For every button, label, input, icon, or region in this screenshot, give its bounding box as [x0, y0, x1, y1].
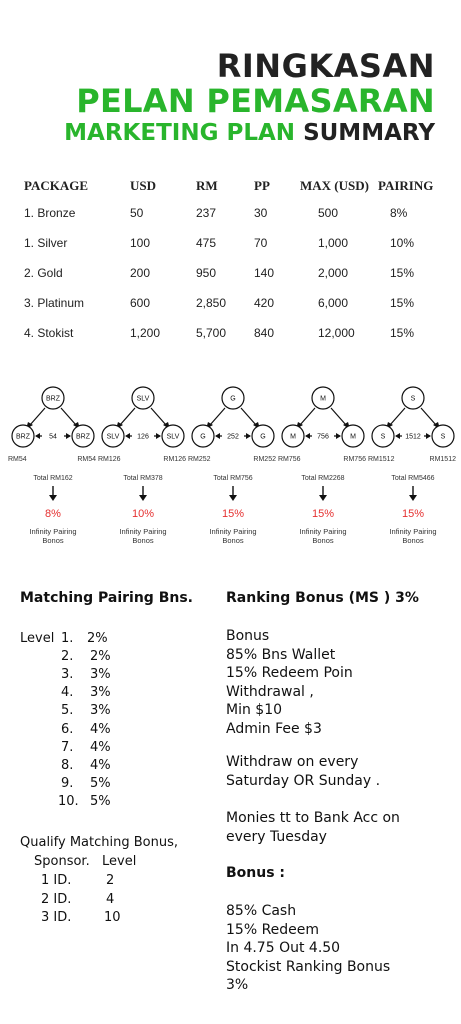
level-number: 3. — [61, 667, 74, 683]
level-number: 5. — [61, 703, 74, 719]
total-label: Total RM162 — [33, 475, 73, 482]
infinity-note-line2: Bonos — [312, 536, 334, 545]
title-line-1: RINGKASAN — [216, 47, 435, 85]
pair-value: 54 — [49, 433, 57, 441]
tree-link-right — [421, 408, 436, 425]
qualify-title: Qualify Matching Bonus, — [20, 835, 178, 850]
qualify-level: 2 — [106, 873, 115, 888]
total-label: Total RM2268 — [301, 475, 345, 482]
pairing-percent: 15% — [311, 508, 335, 520]
ranking-line: Bonus — [226, 628, 270, 644]
arrow-down-icon — [408, 486, 418, 502]
col-package: PACKAGE — [24, 178, 89, 193]
tree-link-right — [151, 408, 166, 425]
rm-right-label: RM252 — [253, 456, 276, 463]
infinity-note — [188, 527, 278, 545]
pair-arrow-left-icon — [215, 433, 220, 439]
table-cell: 4. Stokist — [24, 326, 74, 340]
level-number: 6. — [61, 721, 74, 737]
ranking-line: Saturday OR Sunday . — [226, 772, 381, 789]
arrow-down-icon — [138, 486, 148, 502]
infinity-note-line1: Infinity Pairing — [389, 527, 437, 536]
level-number: 1. — [61, 631, 74, 646]
ranking-line: 3% — [226, 977, 249, 994]
left-node-label: S — [380, 433, 386, 441]
binary-plans — [0, 380, 461, 555]
table-row — [14, 228, 438, 258]
level-number: 10. — [58, 793, 79, 809]
pair-arrow-right-icon — [426, 433, 431, 439]
level-number: 4. — [61, 685, 74, 701]
table-cell: 10% — [390, 236, 415, 250]
infinity-note — [98, 527, 188, 545]
ranking-line: 15% Redeem Poin — [226, 665, 353, 682]
infinity-note-line1: Infinity Pairing — [209, 527, 257, 536]
pair-arrow-right-icon — [336, 433, 341, 439]
title-line-3-dark: SUMMARY — [303, 120, 435, 146]
infinity-note-line1: Infinity Pairing — [299, 527, 347, 536]
package-table-body — [14, 198, 438, 348]
pair-arrow-right-icon — [246, 433, 251, 439]
title-line-2: PELAN PEMASARAN — [76, 82, 435, 120]
pair-arrow-right-icon — [66, 433, 71, 439]
col-pairing: PAIRING — [378, 178, 434, 193]
table-cell: 237 — [196, 206, 217, 220]
table-cell: 2,850 — [196, 296, 227, 310]
level-percent: 3% — [90, 667, 111, 683]
title-line-3-green: MARKETING PLAN — [64, 120, 296, 146]
table-cell: 2,000 — [318, 266, 349, 280]
rm-right-label: RM126 — [163, 456, 186, 463]
rm-right-label: RM756 — [343, 456, 366, 463]
plan-diagram — [368, 380, 458, 555]
arrow-down-icon — [228, 486, 238, 502]
infinity-note-line1: Infinity Pairing — [119, 527, 167, 536]
table-row — [14, 198, 438, 228]
rm-right-label: RM54 — [77, 456, 96, 463]
rm-left-label: RM1512 — [368, 456, 395, 463]
top-node-label: M — [320, 395, 326, 403]
top-node-label: SLV — [136, 395, 150, 403]
tree-link-left — [120, 408, 135, 425]
ranking-line: 15% Redeem — [226, 921, 320, 938]
level-percent: 3% — [90, 703, 111, 719]
rm-left-label: RM756 — [278, 456, 301, 463]
pair-arrow-left-icon — [305, 433, 310, 439]
table-cell: 1,000 — [318, 236, 349, 250]
table-cell: 1. Bronze — [24, 206, 76, 220]
plan-diagram — [8, 380, 98, 555]
ranking-line: 85% Bns Wallet — [226, 646, 336, 663]
ranking-title: Ranking Bonus (MS ) 3% — [226, 590, 419, 606]
qualify-level: 10 — [104, 910, 121, 925]
top-node-label: S — [410, 395, 416, 403]
tree-link-right — [241, 408, 256, 425]
rm-left-label: RM252 — [188, 456, 211, 463]
table-cell: 420 — [254, 296, 275, 310]
total-label: Total RM378 — [123, 475, 163, 482]
table-cell: 100 — [130, 236, 151, 250]
rm-left-label: RM126 — [98, 456, 121, 463]
ranking-line: Admin Fee $3 — [226, 721, 322, 737]
right-node-label: SLV — [166, 433, 180, 441]
table-cell: 15% — [390, 296, 415, 310]
total-label: Total RM5466 — [391, 475, 435, 482]
left-node-label: G — [200, 433, 206, 441]
top-node-label: BRZ — [46, 395, 60, 403]
matching-title: Matching Pairing Bns. — [20, 590, 193, 606]
pair-arrow-left-icon — [35, 433, 40, 439]
pair-value: 252 — [227, 433, 239, 441]
table-header-row — [14, 174, 438, 198]
infinity-note-line1: Infinity Pairing — [29, 527, 77, 536]
infinity-note — [278, 527, 368, 545]
ranking-line: every Tuesday — [226, 828, 327, 845]
table-cell: 500 — [318, 206, 339, 220]
tree-link-left — [390, 408, 405, 425]
left-node-label: M — [290, 433, 296, 441]
tree-link-left — [30, 408, 45, 425]
plan-diagram — [278, 380, 368, 555]
col-rm: RM — [196, 178, 218, 193]
pairing-percent: 15% — [221, 508, 245, 520]
right-node-label: BRZ — [76, 433, 90, 441]
arrow-down-icon — [318, 486, 328, 502]
rm-right-label: RM1512 — [429, 456, 456, 463]
right-node-label: M — [350, 433, 356, 441]
table-cell: 2. Gold — [24, 266, 63, 280]
table-cell: 15% — [390, 266, 415, 280]
col-pp: PP — [254, 178, 270, 193]
table-cell: 6,000 — [318, 296, 349, 310]
infinity-note-line2: Bonos — [222, 536, 244, 545]
total-label: Total RM756 — [213, 475, 253, 482]
top-node-label: G — [230, 395, 236, 403]
table-cell: 30 — [254, 206, 268, 220]
table-cell: 950 — [196, 266, 217, 280]
infinity-note-line2: Bonos — [42, 536, 64, 545]
pair-arrow-left-icon — [395, 433, 400, 439]
right-node-label: S — [440, 433, 446, 441]
level-percent: 5% — [90, 793, 111, 809]
title-line-3 — [64, 122, 435, 145]
level-label: Level — [20, 631, 55, 646]
sponsor-count: 1 ID. — [41, 873, 72, 888]
ranking-line: In 4.75 Out 4.50 — [226, 940, 341, 957]
left-node-label: SLV — [106, 433, 120, 441]
table-cell: 600 — [130, 296, 151, 310]
pairing-percent: 8% — [45, 508, 61, 520]
sponsor-label: Sponsor. — [34, 854, 90, 869]
level-number: 2. — [61, 649, 74, 665]
level-number: 9. — [61, 775, 74, 791]
table-row — [14, 318, 438, 348]
bonus-title: Bonus : — [226, 865, 286, 881]
pair-arrow-left-icon — [125, 433, 130, 439]
rm-left-label: RM54 — [8, 456, 27, 463]
plan-diagram — [98, 380, 188, 555]
table-row — [14, 258, 438, 288]
arrow-down-icon — [48, 486, 58, 502]
col-max: MAX (USD) — [300, 178, 369, 193]
level-col-label: Level — [102, 854, 137, 869]
table-cell: 12,000 — [318, 326, 355, 340]
table-cell: 1,200 — [130, 326, 161, 340]
pair-value: 1512 — [405, 433, 421, 441]
ranking-line: Monies tt to Bank Acc on — [226, 810, 400, 826]
ranking-line: 85% Cash — [226, 903, 297, 919]
infinity-note — [8, 527, 98, 545]
infinity-note — [368, 527, 458, 545]
ranking-line: Min $10 — [226, 702, 283, 719]
table-cell: 15% — [390, 326, 415, 340]
level-percent: 3% — [90, 685, 111, 701]
pair-value: 126 — [137, 433, 149, 441]
qualify-level: 4 — [106, 891, 115, 907]
table-cell: 840 — [254, 326, 275, 340]
level-percent: 4% — [90, 721, 111, 737]
sponsor-count: 2 ID. — [41, 891, 72, 907]
tree-link-left — [300, 408, 315, 425]
level-percent: 2% — [90, 649, 111, 665]
col-usd: USD — [130, 178, 157, 193]
ranking-line: Withdrawal , — [226, 683, 314, 700]
level-percent: 4% — [90, 757, 111, 773]
infinity-note-line2: Bonos — [402, 536, 424, 545]
level-percent: 4% — [90, 739, 111, 755]
sponsor-count: 3 ID. — [41, 910, 72, 925]
ranking-line: Stockist Ranking Bonus — [226, 958, 391, 975]
table-cell: 5,700 — [196, 326, 227, 340]
level-number: 8. — [61, 757, 74, 773]
table-cell: 1. Silver — [24, 236, 68, 250]
package-table — [14, 174, 438, 348]
table-cell: 140 — [254, 266, 275, 280]
pairing-percent: 15% — [401, 508, 425, 520]
table-cell: 50 — [130, 206, 144, 220]
table-cell: 200 — [130, 266, 151, 280]
tree-link-right — [331, 408, 346, 425]
ranking-line: Withdraw on every — [226, 754, 359, 770]
plan-diagram — [188, 380, 278, 555]
right-node-label: G — [260, 433, 266, 441]
table-cell: 70 — [254, 236, 268, 250]
pair-value: 756 — [317, 433, 329, 441]
pairing-percent: 10% — [131, 508, 155, 520]
table-cell: 475 — [196, 236, 217, 250]
level-percent: 2% — [87, 631, 108, 646]
infinity-note-line2: Bonos — [132, 536, 154, 545]
table-cell: 3. Platinum — [24, 296, 85, 310]
level-number: 7. — [61, 739, 74, 755]
pair-arrow-right-icon — [156, 433, 161, 439]
level-percent: 5% — [90, 775, 111, 791]
table-row — [14, 288, 438, 318]
tree-link-right — [61, 408, 76, 425]
left-node-label: BRZ — [16, 433, 30, 441]
table-cell: 8% — [390, 206, 408, 220]
tree-link-left — [210, 408, 225, 425]
